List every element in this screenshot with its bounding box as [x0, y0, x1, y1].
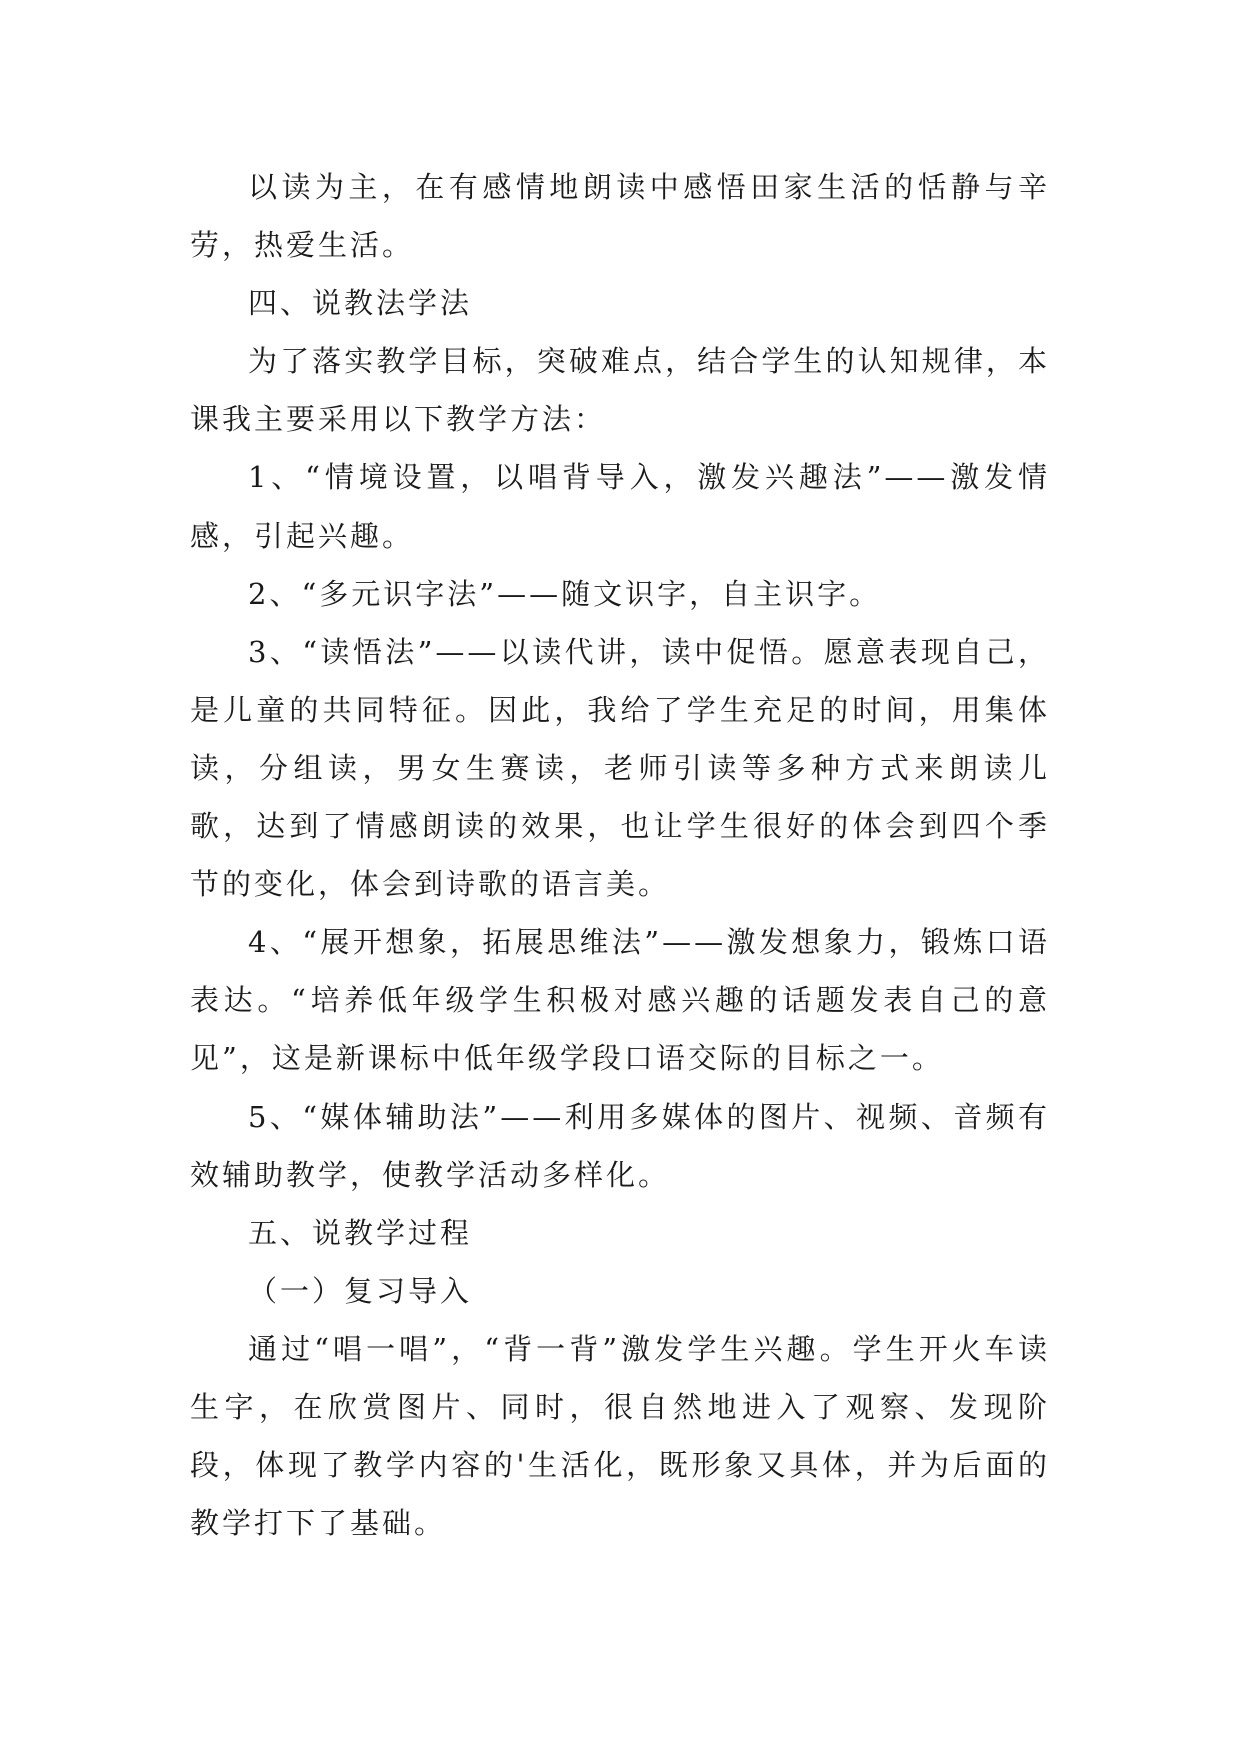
- document-body: [190, 158, 1050, 1552]
- paragraph-method-3: 3、“读悟法”——以读代讲，读中促悟。愿意表现自己，是儿童的共同特征。因此，我给了学生充足的时间，用集体读，分组读，男女生赛读，老师引读等多种方式来朗读儿歌，达到了情感朗读的效果，也让学生很好的体会到四个季节的变化，体会到诗歌的语言美。: [190, 634, 1050, 902]
- paragraph-methods-intro: 为了落实教学目标，突破难点，结合学生的认知规律，本课我主要采用以下教学方法：: [190, 344, 1050, 437]
- paragraph-method-1: 1、“情境设置，以唱背导入，激发兴趣法”——激发情感，引起兴趣。: [190, 460, 1050, 553]
- paragraph-method-5: 5、“媒体辅助法”——利用多媒体的图片、视频、音频有效辅助教学，使教学活动多样化。: [190, 1099, 1050, 1192]
- section-heading-process: 五、说教学过程: [248, 1215, 473, 1250]
- subsection-heading-review: （一）复习导入: [248, 1273, 473, 1308]
- section-heading-methods: 四、说教法学法: [248, 286, 473, 321]
- paragraph-method-2: 2、“多元识字法”——随文识字，自主识字。: [248, 576, 882, 611]
- paragraph-reading-goal: 以读为主，在有感情地朗读中感悟田家生活的恬静与辛劳，热爱生活。: [190, 170, 1050, 263]
- paragraph-method-4: 4、“展开想象，拓展思维法”——激发想象力，锻炼口语表达。“培养低年级学生积极对感兴趣的话题发表自己的意见”，这是新课标中低年级学段口语交际的目标之一。: [190, 925, 1050, 1076]
- paragraph-review-intro: 通过“唱一唱”，“背一背”激发学生兴趣。学生开火车读生字，在欣赏图片、同时，很自然地进入了观察、发现阶段，体现了教学内容的'生活化，既形象又具体，并为后面的教学打下了基础。: [190, 1331, 1050, 1541]
